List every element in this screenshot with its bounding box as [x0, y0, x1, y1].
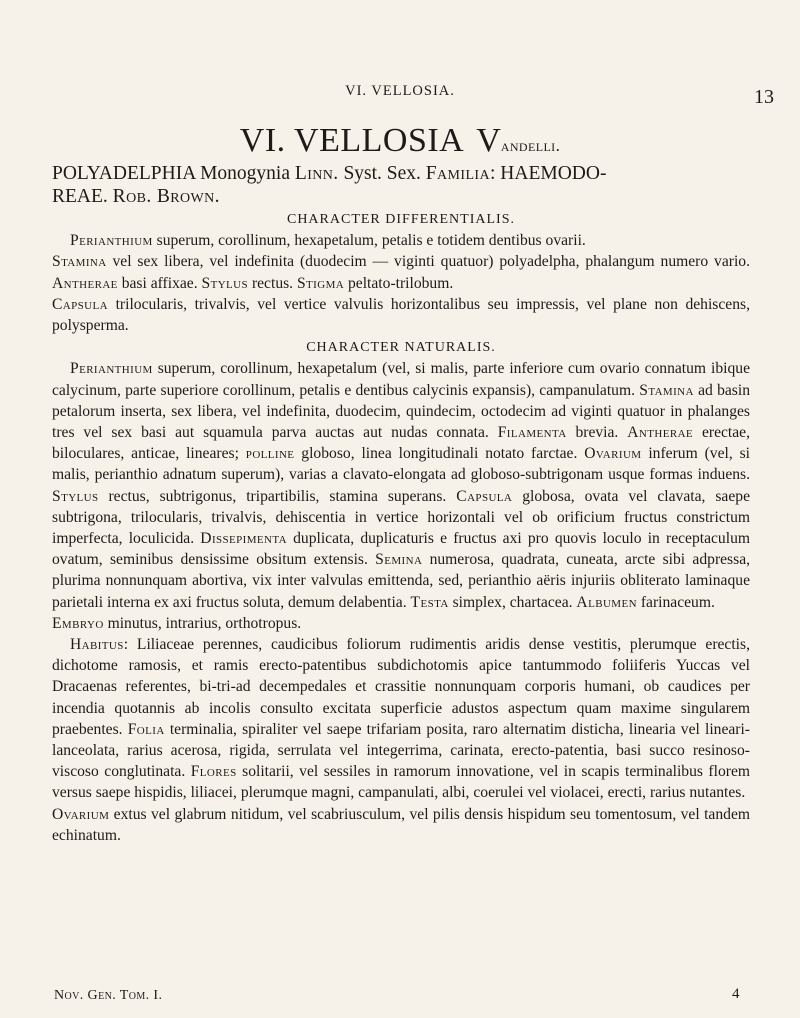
- term-perianthium: Perianthium: [70, 360, 153, 378]
- family-name-cont: REAE.: [52, 186, 113, 207]
- author-initial: V: [476, 122, 501, 159]
- term-capsula: Capsula: [52, 295, 108, 313]
- term-antherae: Antherae: [52, 274, 118, 292]
- description-text: basi affixae.: [117, 274, 202, 292]
- description-text: farinaceum.: [636, 593, 715, 611]
- term-stylus: Stylus: [201, 274, 249, 292]
- description-text: rectus, subtrigonus, tripartibilis, stamina superans.: [98, 487, 457, 505]
- term-perianthium: Perianthium: [70, 232, 153, 250]
- classification-text: POLYADELPHIA Monogynia: [52, 163, 295, 184]
- description-text: peltato-trilobum.: [344, 274, 454, 292]
- term-polline: polline: [245, 445, 295, 463]
- habitus-text: [52, 634, 750, 846]
- description-text: vel sex libera, vel indefinita (duodecim — viginti quatuor) polyadelpha, phalangum numero vario.: [106, 253, 750, 271]
- description-text: trilocularis, trivalvis, vel vertice valvulis horizontalibus seu impressis, vel plane non dehiscens, polysperma.: [52, 295, 750, 335]
- term-filamenta: Filamenta: [497, 424, 567, 442]
- term-dissepimenta: Dissepimenta: [200, 530, 287, 548]
- term-ovarium: Ovarium: [52, 805, 110, 823]
- classification-text: Syst. Sex.: [338, 163, 426, 184]
- character-naturalis-text: [52, 358, 750, 634]
- description-text: inferum (vel, si malis, perianthio adnatum superum), varias a clavato-elongata ad globoso-subtrigonam usque formas induens.: [52, 445, 750, 484]
- familia-label: Familia: [425, 163, 490, 184]
- description-text: numerosa, quadrata, cuneata, arcte sibi adpressa, plurima nonnunquam abortiva, vix inter valvulas emittenda, sed, perianthio aëris injuriis obliterato laminaque parietali interna ex axi fructus soluta, demum delabentia.: [52, 551, 751, 611]
- footer-signature: Nov. Gen. Tom. I.: [54, 988, 163, 1003]
- term-stamina: Stamina: [52, 253, 107, 271]
- footer-mark: 4: [732, 986, 740, 1002]
- term-stamina: Stamina: [639, 381, 694, 399]
- character-differentialis-heading: CHARACTER DIFFERENTIALIS.: [286, 212, 515, 227]
- term-testa: Testa: [410, 593, 449, 611]
- author-rest: andelli.: [500, 136, 561, 155]
- description-text: : Liliaceae perennes, caudicibus foliorum rudimentis aridis dense vestitis, plerumque erectis, dichotome ramosis, et ramis erecto-patentibus subdichotomis apice tantummodo foliiferis Yuccas vel Dracaenas referentes, bi-tri-ad decempedales et crassitie nonnunquam corporis humani, ob caudices per incendia quotannis ab incolis consulto excitata superficie adustos aspectum quam maxime singularem praebentes.: [52, 636, 750, 738]
- term-capsula: Capsula: [456, 487, 513, 505]
- term-embryo: Embryo: [52, 614, 104, 632]
- character-naturalis-heading: CHARACTER NATURALIS.: [306, 340, 496, 356]
- description-text: superum, corollinum, hexapetalum, petalis e totidem dentibus ovarii.: [152, 232, 586, 250]
- term-stylus: Stylus: [52, 487, 99, 505]
- description-text: simplex, chartacea.: [448, 593, 577, 611]
- family-name: : HAEMODO-: [490, 163, 607, 184]
- page-number: 13: [754, 86, 774, 108]
- term-ovarium: Ovarium: [584, 445, 642, 463]
- description-text: superum, corollinum, hexapetalum (vel, si malis, parte inferiore cum ovario connatum ibique calycinum, parte superiore corollinum, petalis e dentibus calycinis expansis), campanulatum.: [52, 360, 750, 399]
- term-albumen: Albumen: [576, 593, 637, 611]
- description-text: globoso, linea longitudinali notato farctae.: [294, 445, 585, 463]
- description-text: ad basin petalorum inserta, sex libera, vel indefinita, duodecim, quindecim, octodecim ad viginti quatuor in phalanges tres vel sex basi aut squamula parva auctas aut nudas connata.: [52, 381, 750, 442]
- genus-author: [476, 122, 560, 159]
- running-head: VI. VELLOSIA.: [345, 83, 455, 99]
- description-text: terminalia, spiraliter vel saepe trifariam posita, raro alternatim disticha, linearia vel lineari-lanceolata, rarius acerosa, rigida, serrulata vel integerrima, carinata, erecto-patentia, basi succo resinoso-viscoso conglutinata.: [52, 720, 751, 781]
- description-text: globosa, ovata vel clavata, saepe subtrigona, trilocularis, trivalvis, dehiscentia in vertice horizontali vel ob orificium fructus constrictum imperfecta, loculicida.: [52, 487, 750, 548]
- description-text: minutus, intrarius, orthotropus.: [103, 614, 302, 632]
- term-habitus: Habitus: [70, 636, 124, 654]
- description-text: extus vel glabrum nitidum, vel scabriusculum, vel pilis densis hispidum seu tomentosum, vel tandem echinatum.: [52, 805, 750, 844]
- description-text: brevia.: [566, 424, 628, 442]
- character-differentialis-text: [52, 230, 750, 336]
- description-text: rectus.: [248, 274, 297, 292]
- term-semina: Semina: [375, 551, 423, 569]
- description-text: duplicata, duplicaturis e fructus axi pro quovis loculo in receptaculum ovatum, seminibus densissime obsitum extensis.: [52, 530, 750, 569]
- term-folia: Folia: [127, 720, 165, 738]
- term-flores: Flores: [190, 763, 237, 781]
- page-body: [52, 162, 750, 846]
- term-stigma: Stigma: [296, 274, 345, 292]
- linnaeus-ref: Linn.: [294, 163, 339, 184]
- term-antherae: Antherae: [627, 424, 694, 442]
- genus-name: VI. VELLOSIA: [239, 122, 465, 159]
- genus-title: [0, 122, 800, 160]
- description-text: erectae, biloculares, anticae, lineares;: [52, 424, 750, 463]
- classification-paragraph: [52, 162, 750, 208]
- brown-ref: Rob. Brown.: [112, 186, 220, 207]
- description-text: solitarii, vel sessiles in ramorum innovatione, vel in scapis terminalibus florem versus saepe hispidis, liliacei, plerumque magni, campanulati, albi, coerulei vel violacei, erecti, rarius nutantes.: [52, 763, 750, 802]
